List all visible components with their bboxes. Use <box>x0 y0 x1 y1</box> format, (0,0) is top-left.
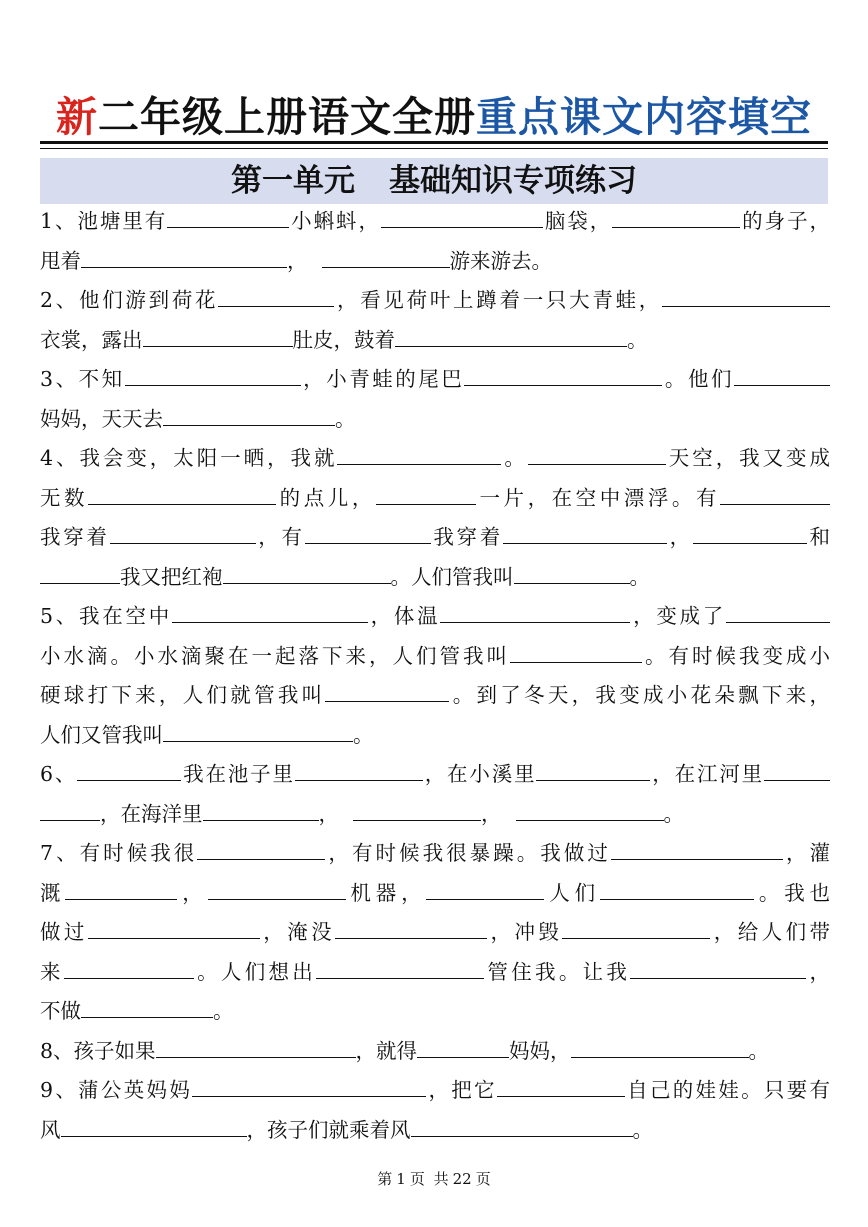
blank[interactable] <box>81 994 213 1018</box>
blank[interactable] <box>125 362 301 386</box>
blank[interactable] <box>426 876 544 900</box>
blank[interactable] <box>764 757 830 781</box>
blank[interactable] <box>61 1113 247 1137</box>
blank[interactable] <box>65 876 177 900</box>
total-pages: 22 <box>452 1170 472 1188</box>
title-grade: 二年级上册语文全册 <box>98 93 476 141</box>
blank[interactable] <box>353 797 481 821</box>
blank[interactable] <box>516 797 664 821</box>
blank[interactable] <box>720 481 830 505</box>
page-number: 1 <box>396 1170 406 1188</box>
title-rule-thick <box>40 141 828 144</box>
blank[interactable] <box>110 520 256 544</box>
question-3-line-2: 妈妈，天天去 。 <box>40 400 830 440</box>
question-7-line-3: 做过 ，淹没 ，冲毁 ，给人们带 <box>40 913 830 953</box>
title-prefix: 新 <box>56 93 98 141</box>
question-2-line-2: 衣裳，露出 肚皮，鼓着 。 <box>40 321 830 361</box>
question-7-line-2: 溉 ， 机器， 人们 。我也 <box>40 874 830 914</box>
worksheet-content <box>40 202 830 1150</box>
blank[interactable] <box>40 560 120 584</box>
unit-label: 第一单元 <box>231 163 355 199</box>
blank[interactable] <box>295 757 423 781</box>
question-1-line-2: 甩着 ， 游来游去。 <box>40 242 830 282</box>
blank[interactable] <box>514 560 630 584</box>
question-3-line-1: 3、不知 ，小青蛙的尾巴 。他们 <box>40 360 830 400</box>
blank[interactable] <box>163 718 353 742</box>
blank[interactable] <box>381 204 543 228</box>
blank[interactable] <box>612 204 740 228</box>
blank[interactable] <box>218 283 334 307</box>
blank[interactable] <box>417 1034 509 1058</box>
question-4-line-3: 我穿着 ，有 我穿着 ， 和 <box>40 518 830 558</box>
blank[interactable] <box>411 1113 633 1137</box>
blank[interactable] <box>325 678 449 702</box>
blank[interactable] <box>88 481 276 505</box>
blank[interactable] <box>88 915 260 939</box>
question-5-line-2: 小水滴。小水滴聚在一起落下来，人们管我叫 。有时候我变成小 <box>40 637 830 677</box>
page-title <box>0 92 868 142</box>
blank[interactable] <box>562 915 710 939</box>
question-1-line-1: 1、池塘里有 小蝌蚪， 脑袋， 的身子， <box>40 202 830 242</box>
blank[interactable] <box>156 1034 356 1058</box>
blank[interactable] <box>503 520 667 544</box>
blank[interactable] <box>662 283 830 307</box>
blank[interactable] <box>600 876 754 900</box>
question-4-line-1: 4、我会变，太阳一晒，我就 。 天空，我又变成 <box>40 439 830 479</box>
blank[interactable] <box>440 599 630 623</box>
blank[interactable] <box>316 955 484 979</box>
blank[interactable] <box>172 599 368 623</box>
title-rule-thin <box>40 148 828 149</box>
blank[interactable] <box>322 244 450 268</box>
question-6-line-2: ，在海洋里 ， ， 。 <box>40 795 830 835</box>
question-7-line-1: 7、有时候我很 ，有时候我很暴躁。我做过 ，灌 <box>40 834 830 874</box>
section-banner <box>40 158 828 204</box>
blank[interactable] <box>197 836 325 860</box>
blank[interactable] <box>64 955 194 979</box>
blank[interactable] <box>611 836 783 860</box>
blank[interactable] <box>167 204 289 228</box>
blank[interactable] <box>528 441 666 465</box>
question-4-line-4: 我又把红袍 。人们管我叫 。 <box>40 558 830 598</box>
blank[interactable] <box>203 797 319 821</box>
question-5-line-4: 人们又管我叫 。 <box>40 716 830 756</box>
blank[interactable] <box>464 362 662 386</box>
blank[interactable] <box>497 1073 625 1097</box>
blank[interactable] <box>734 362 830 386</box>
blank[interactable] <box>571 1034 749 1058</box>
blank[interactable] <box>395 323 627 347</box>
question-5-line-1: 5、我在空中 ，体温 ，变成了 <box>40 597 830 637</box>
question-5-line-3: 硬球打下来，人们就管我叫 。到了冬天，我变成小花朵飘下来， <box>40 676 830 716</box>
question-9-line-2: 风 ，孩子们就乘着风 。 <box>40 1111 830 1151</box>
question-7-line-5: 不做 。 <box>40 992 830 1032</box>
blank[interactable] <box>208 876 346 900</box>
page-footer: 第 1 页 共 22 页 <box>377 1170 491 1188</box>
blank[interactable] <box>510 639 642 663</box>
title-topic: 重点课文内容填空 <box>476 93 812 141</box>
blank[interactable] <box>693 520 807 544</box>
question-6-line-1: 6、 我在池子里 ，在小溪里 ，在江河里 <box>40 755 830 795</box>
question-4-line-2: 无数 的点儿， 一片，在空中漂浮。有 <box>40 479 830 519</box>
section-subtitle: 基础知识专项练习 <box>389 163 637 199</box>
blank[interactable] <box>192 1073 426 1097</box>
blank[interactable] <box>376 481 476 505</box>
blank[interactable] <box>143 323 293 347</box>
question-8-line-1: 8、孩子如果 ，就得 妈妈， 。 <box>40 1032 830 1072</box>
blank[interactable] <box>81 244 287 268</box>
blank[interactable] <box>536 757 650 781</box>
blank[interactable] <box>77 757 181 781</box>
blank[interactable] <box>305 520 431 544</box>
blank[interactable] <box>337 441 501 465</box>
question-7-line-4: 来 。人们想出 管住我。让我 ， <box>40 953 830 993</box>
blank[interactable] <box>163 402 335 426</box>
blank[interactable] <box>630 955 806 979</box>
question-9-line-1: 9、蒲公英妈妈 ，把它 自己的娃娃。只要有 <box>40 1071 830 1111</box>
blank[interactable] <box>335 915 487 939</box>
blank[interactable] <box>40 797 100 821</box>
question-2-line-1: 2、他们游到荷花 ，看见荷叶上蹲着一只大青蛙， <box>40 281 830 321</box>
blank[interactable] <box>726 599 830 623</box>
blank[interactable] <box>223 560 391 584</box>
